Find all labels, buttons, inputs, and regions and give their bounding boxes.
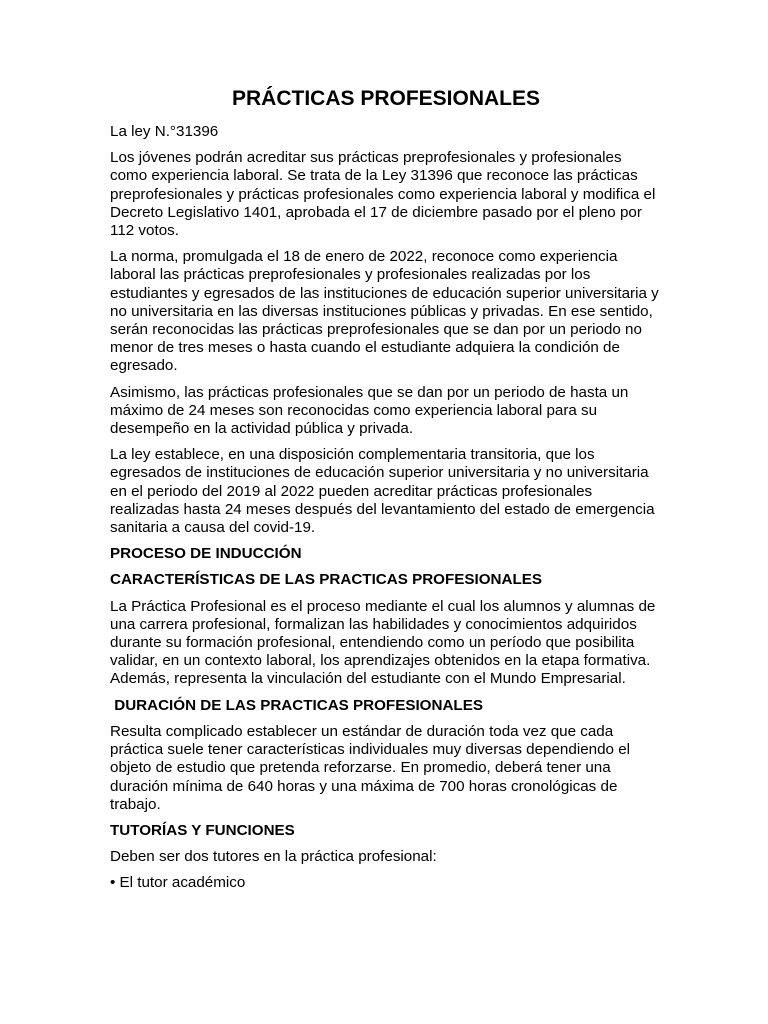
heading-caracteristicas: CARACTERÍSTICAS DE LAS PRACTICAS PROFESIONALES bbox=[110, 571, 543, 589]
paragraph-duracion: Resulta complicado establecer un estándar de duración toda vez que cada práctica suele tener características individuales muy diversas dependiendo el objeto de estudio que pretenda reforzarse. En promedio, deberá tener una duración mínima de 640 horas y una máxima de 700 horas cronológicas de trabajo. bbox=[110, 722, 631, 813]
paragraph-disposicion: La ley establece, en una disposición complementaria transitoria, que los egresados de instituciones de educación superior universitaria y no universitaria en el periodo del 2019 al 2022 pueden acreditar prácticas profesionales realizadas hasta 24 meses después del levantamiento del estado de emergencia sanitaria a causa del covid-19. bbox=[110, 446, 655, 537]
heading-duracion: DURACIÓN DE LAS PRACTICAS PROFESIONALES bbox=[110, 696, 483, 714]
heading-proceso-induccion: PROCESO DE INDUCCIÓN bbox=[110, 545, 302, 563]
heading-tutorias: TUTORÍAS Y FUNCIONES bbox=[110, 821, 295, 839]
bullet-tutor-academico: • El tutor académico bbox=[110, 874, 246, 892]
document-title: PRÁCTICAS PROFESIONALES bbox=[231, 87, 541, 110]
paragraph-asimismo: Asimismo, las prácticas profesionales que se dan por un periodo de hasta un máximo de 24 meses son reconocidas como experiencia laboral para su desempeño en la actividad pública y privada. bbox=[110, 383, 629, 438]
paragraph-tutorias: Deben ser dos tutores en la práctica profesional: bbox=[110, 848, 437, 866]
paragraph-norma: La norma, promulgada el 18 de enero de 2022, reconoce como experiencia laboral las prácticas preprofesionales y profesionales realizadas por los estudiantes y egresados de las instituciones de educación superior universitaria y no universitaria en las diversas instituciones públicas y privadas. En ese sentido, serán reconocidas las prácticas preprofesionales que se dan por un periodo no menor de tres meses o hasta cuando el estudiante adquiera la condición de egresado. bbox=[110, 248, 659, 375]
paragraph-intro: Los jóvenes podrán acreditar sus prácticas preprofesionales y profesionales como experiencia laboral. Se trata de la Ley 31396 que reconoce las prácticas preprofesionales y prácticas profesionales como experiencia laboral y modifica el Decreto Legislativo 1401, aprobada el 17 de diciembre pasado por el pleno por 112 votos. bbox=[110, 149, 656, 240]
document-page bbox=[110, 84, 662, 893]
paragraph-caracteristicas: La Práctica Profesional es el proceso mediante el cual los alumnos y alumnas de una carrera profesional, formalizan las habilidades y conocimientos adquiridos durante su formación profesional, entendiendo como un período que posibilita validar, en un contexto laboral, los aprendizajes obtenidos en la etapa formativa. Además, representa la vinculación del estudiante con el Mundo Empresarial. bbox=[110, 597, 656, 688]
law-reference: La ley N.°31396 bbox=[110, 123, 219, 140]
